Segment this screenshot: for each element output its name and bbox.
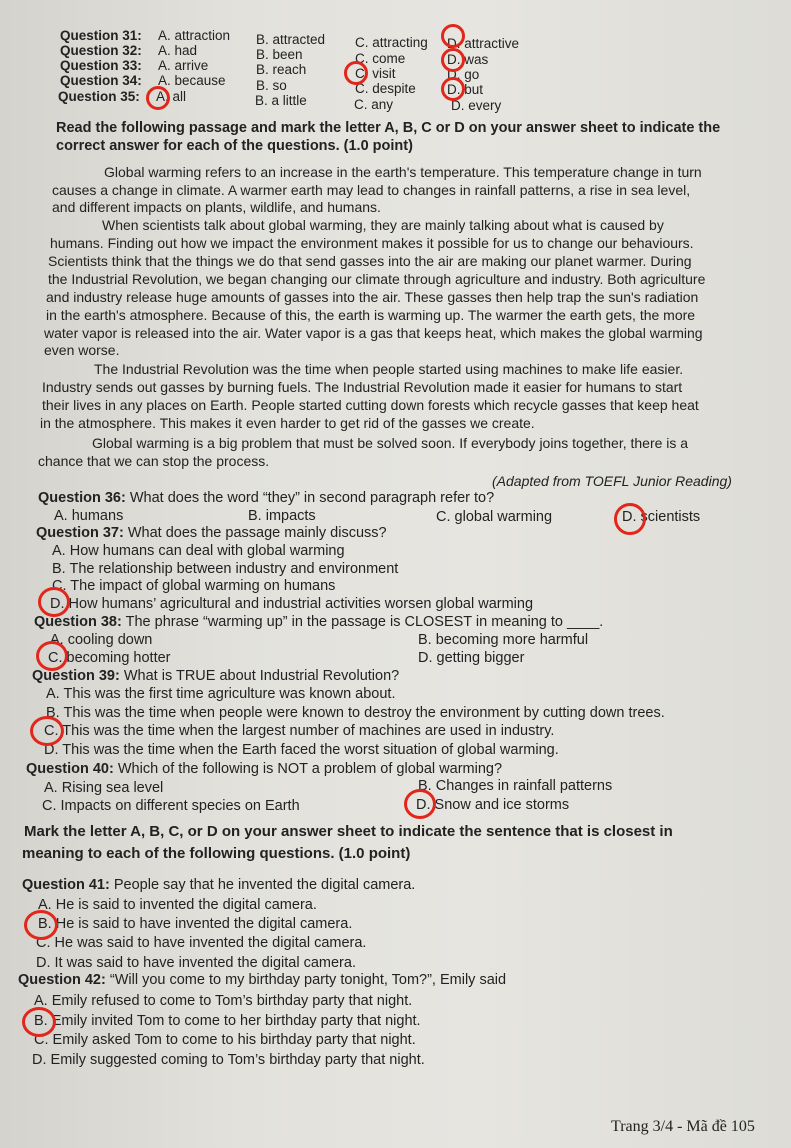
passage-line: The Industrial Revolution was the time when people started using machines to make life easier. [94,361,684,377]
answer-mark-q34 [441,77,465,101]
q42-label: Question 42: [18,972,106,988]
passage-line: in the atmosphere. This makes it even harder to get rid of the gasses we create. [40,415,535,431]
q37-option-c: C. The impact of global warming on humans [52,578,336,594]
q38-option-c: C. becoming hotter [48,650,171,666]
q36-label: Question 36: [38,490,126,506]
q42-option-d: D. Emily suggested coming to Tom’s birthday party that night. [32,1052,425,1068]
q38-text: The phrase “warming up” in the passage is CLOSEST in meaning to ____. [125,614,604,630]
passage-line: Scientists think that the things we do that send gasses into the air are making our planet warmer. During [48,253,692,269]
q40-option-b: B. Changes in rainfall patterns [418,778,613,794]
q34-label: Question 34: [60,73,142,88]
q41-option-a: A. He is said to invented the digital camera. [38,897,317,913]
q38-option-d: D. getting bigger [418,650,525,666]
q39-label: Question 39: [32,668,120,684]
q41-label: Question 41: [22,877,110,893]
answer-mark-q31 [441,24,465,48]
q40-text: Which of the following is NOT a problem of global warming? [117,761,503,777]
answer-mark-q41 [24,910,58,940]
q39-option-d: D. This was the time when the Earth faced the worst situation of global warming. [44,742,559,758]
q39-option-c: C. This was the time when the largest number of machines are used in industry. [44,723,555,739]
q36-option-d: D. scientists [622,509,701,525]
passage-line: When scientists talk about global warming, they are mainly talking about what is caused by [102,217,664,233]
q33-option-c: C. visit [355,66,396,81]
q38-label: Question 38: [34,614,122,630]
q32-option-b: B. been [256,47,303,62]
q31-option-a: A. attraction [158,28,231,43]
q40-label: Question 40: [26,761,114,777]
q41-option-c: C. He was said to have invented the digital camera. [36,935,367,951]
q37-label: Question 37: [36,525,124,541]
passage-line: chance that we can stop the process. [38,453,270,469]
q42-option-a: A. Emily refused to come to Tom’s birthday party that night. [34,993,413,1009]
q37-option-a: A. How humans can deal with global warming [52,543,345,559]
q33-option-b: B. reach [256,62,307,77]
q34-option-b: B. so [256,78,287,93]
answer-mark-q33 [344,61,368,85]
q31-option-c: C. attracting [355,35,428,50]
q40-stem [26,761,502,777]
answer-mark-q38 [36,641,68,671]
q32-option-c: C. come [355,51,406,66]
q36-option-a: A. humans [54,508,124,524]
passage-line: and different impacts on plants, wildlife, and humans. [52,199,381,215]
q41-stem [22,877,415,893]
q40-option-a: A. Rising sea level [44,780,164,796]
q34-option-a: A. because [158,73,226,88]
q39-text: What is TRUE about Industrial Revolution? [123,668,400,684]
q37-text: What does the passage mainly discuss? [127,525,387,541]
answer-mark-q37 [38,587,70,617]
answer-mark-q36 [614,503,646,535]
q40-option-d: D. Snow and ice storms [416,797,570,813]
instruction-line-1: Read the following passage and mark the letter A, B, C or D on your answer sheet to indicate the [56,120,721,136]
passage-line: water vapor is released into the air. Water vapor is a gas that keeps heat, which makes the global warming [44,325,703,341]
answer-mark-q35 [146,86,170,110]
passage-source: (Adapted from TOEFL Junior Reading) [492,473,732,489]
q38-option-a: A. cooling down [50,632,153,648]
q35-option-c: C. any [354,97,394,112]
q35-option-a: A. all [156,89,187,104]
q31-label: Question 31: [60,28,142,43]
passage-line: even worse. [44,342,120,358]
answer-mark-q32 [441,48,465,72]
answer-mark-q42 [22,1007,56,1037]
q38-option-b: B. becoming more harmful [418,632,589,648]
q31-option-b: B. attracted [256,32,326,47]
q39-option-b: B. This was the time when people were known to destroy the environment by cutting down trees. [46,705,665,721]
passage-line: Industry sends out gasses by burning fuels. The Industrial Revolution made it easier for humans to start [42,379,683,395]
q39-option-a: A. This was the first time agriculture was known about. [46,686,396,702]
q34-option-d: D. but [447,82,484,97]
passage-line: the Industrial Revolution, we began changing our climate through agriculture and industry. Both agriculture [48,271,706,287]
q41-text: People say that he invented the digital camera. [113,877,416,893]
instruction2-line-1: Mark the letter A, B, C, or D on your answer sheet to indicate the sentence that is closest in [24,823,673,840]
passage-line: in the earth's atmosphere. Because of this, the earth is warming up. The warmer the earth gets, the more [46,307,696,323]
passage-line: their lives in any places on Earth. People started cutting down forests which recycle gasses that keep heat [42,397,699,413]
q41-option-b: B. He is said to have invented the digital camera. [38,916,353,932]
passage-line: humans. Finding out how we impact the environment makes it possible for us to change our behaviours. [50,235,694,251]
q36-option-c: C. global warming [436,509,553,525]
instruction2-line-2: meaning to each of the following questions. (1.0 point) [22,845,411,862]
q41-option-d: D. It was said to have invented the digital camera. [36,955,356,971]
q42-option-b: B. Emily invited Tom to come to her birthday party that night. [34,1013,421,1029]
q37-stem [36,525,387,541]
q40-option-c: C. Impacts on different species on Earth [42,798,300,814]
q36-option-b: B. impacts [248,508,316,524]
q37-option-d: D. How humans’ agricultural and industrial activities worsen global warming [50,596,534,612]
q37-option-b: B. The relationship between industry and environment [52,561,399,577]
q33-option-a: A. arrive [158,58,209,73]
q39-stem [32,668,399,684]
q35-option-b: B. a little [255,93,307,108]
answer-mark-q39 [30,716,64,746]
q36-stem [38,490,494,506]
passage-line: Global warming is a big problem that must be solved soon. If everybody joins together, there is a [92,435,689,451]
q42-stem [18,972,506,988]
passage-line: Global warming refers to an increase in the earth's temperature. This temperature change in turn [104,164,702,180]
q33-option-d: D. go [447,67,480,82]
q42-text: “Will you come to my birthday party tonight, Tom?”, Emily said [109,972,507,988]
q32-option-a: A. had [158,43,198,58]
q32-option-d: D. was [447,52,489,67]
q31-option-d: D. attractive [447,36,520,51]
q35-option-d: D. every [451,98,502,113]
passage-line: and industry release huge amounts of gasses into the air. These gasses then help trap the sun's radiation [46,289,699,305]
q38-stem [34,614,603,630]
passage-line: causes a change in climate. A warmer earth may lead to changes in rainfall patterns, a rise in sea level, [52,182,691,198]
page-footer: Trang 3/4 - Mã đề 105 [611,1118,755,1135]
q33-label: Question 33: [60,58,142,73]
q42-option-c: C. Emily asked Tom to come to his birthday party that night. [34,1032,416,1048]
q34-option-c: C. despite [355,81,416,96]
q35-label: Question 35: [58,89,140,104]
q36-text: What does the word “they” in second paragraph refer to? [129,490,495,506]
instruction-line-2: correct answer for each of the questions. (1.0 point) [56,138,413,154]
q32-label: Question 32: [60,43,142,58]
answer-mark-q40 [404,789,436,819]
